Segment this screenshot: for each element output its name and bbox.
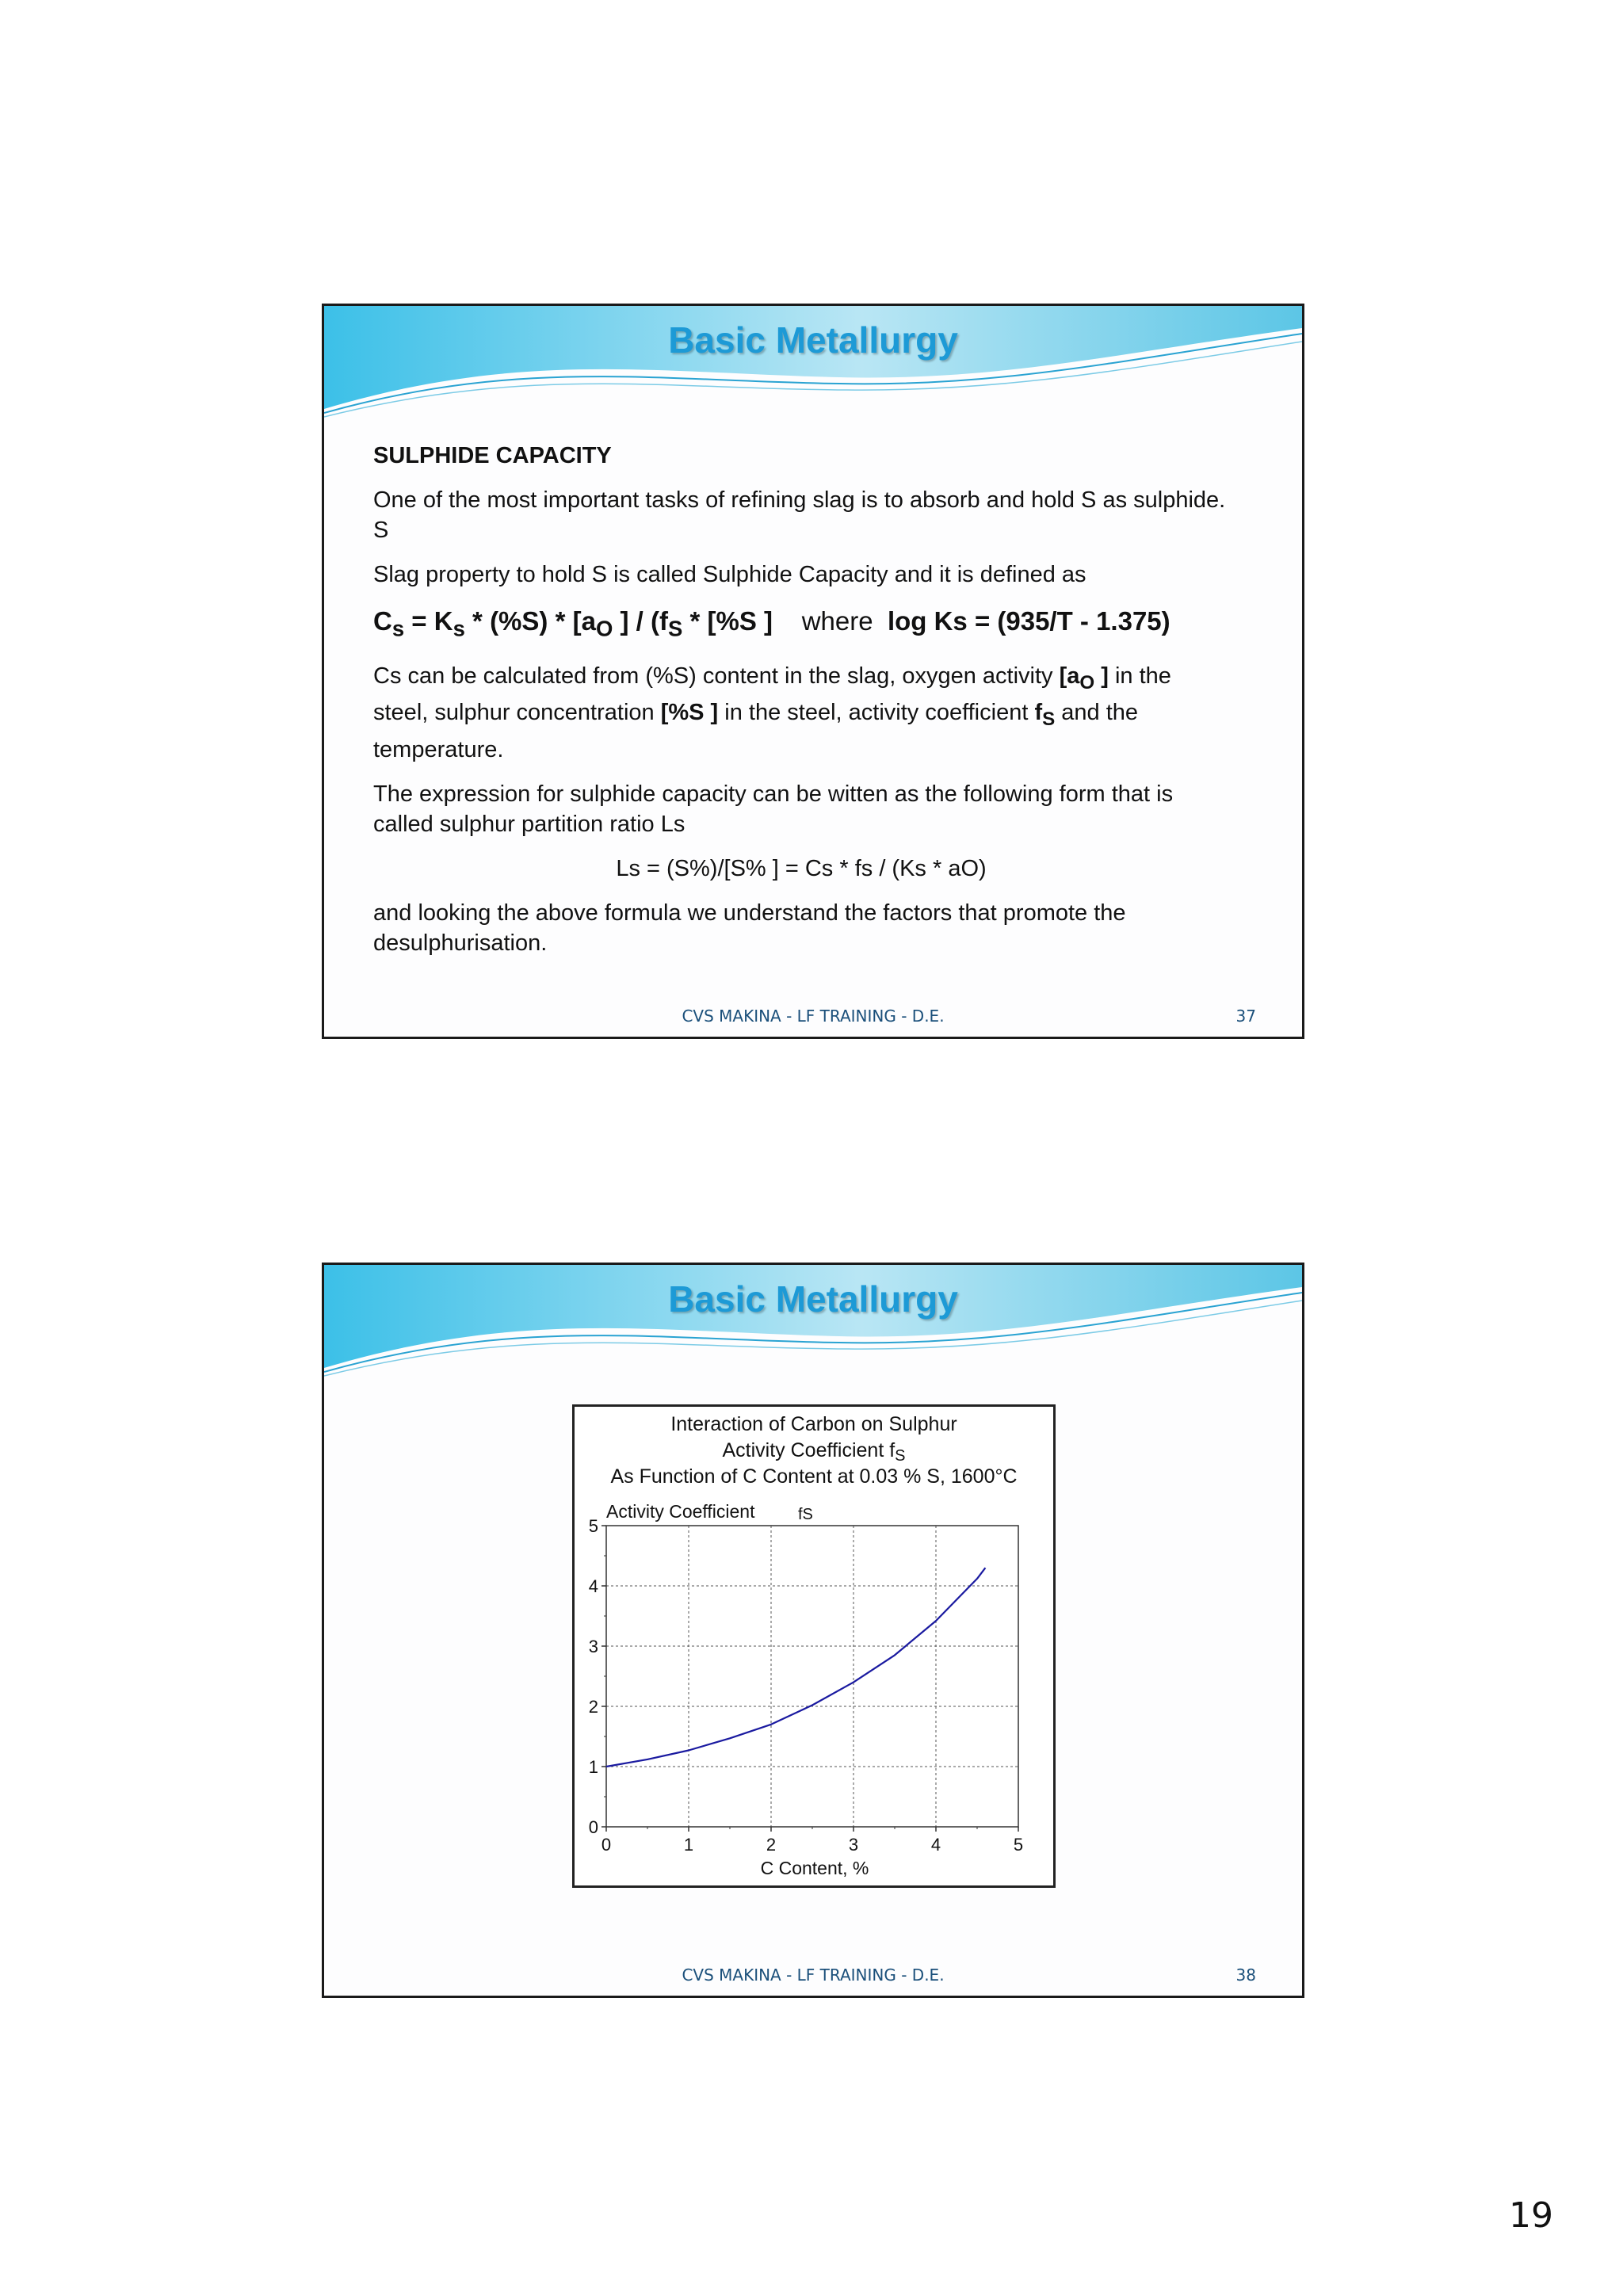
formula-where: where <box>801 606 873 636</box>
slide-title: Basic Metallurgy <box>668 1278 958 1320</box>
sulphide-capacity-formula <box>373 604 1229 647</box>
text-sub: O <box>1079 671 1095 693</box>
x-tick-label: 4 <box>930 1835 941 1855</box>
slide-number: 37 <box>1235 1007 1256 1026</box>
text-run: in the steel, sulphur concentration <box>373 663 1171 726</box>
chart-frame <box>572 1404 1056 1888</box>
formula-sub: s <box>391 616 405 641</box>
text-run: in the steel, activity coefficient <box>718 700 1035 726</box>
y-tick-label: 5 <box>588 1516 598 1536</box>
paragraph-1: One of the most important tasks of refining slag is to absorb and hold S as sulphide. S <box>373 487 1226 543</box>
formula-part: * (%S) * [a <box>464 606 596 636</box>
slide-content <box>373 441 1229 972</box>
section-heading: SULPHIDE CAPACITY <box>373 443 612 468</box>
formula-sub: S <box>667 616 683 641</box>
text-sub: S <box>1042 709 1056 731</box>
chart-ticks <box>589 1516 1023 1855</box>
chart-title-line-1: Interaction of Carbon on Sulphur <box>670 1413 957 1435</box>
x-axis-label: C Content, % <box>760 1858 869 1878</box>
text-run: Cs can be calculated from (%S) content in the slag, oxygen activity <box>373 663 1060 689</box>
y-tick-label: 2 <box>588 1697 598 1717</box>
chart-axes <box>606 1526 1018 1827</box>
formula-part: C <box>373 606 392 636</box>
y-tick-label: 0 <box>588 1817 598 1837</box>
carbon-sulphur-chart <box>575 1407 1053 1885</box>
y-tick-label: 4 <box>588 1576 598 1596</box>
chart-title-text: Activity Coefficient f <box>722 1439 896 1461</box>
y-axis-label: Activity Coefficient <box>606 1501 755 1522</box>
chart-title-sub: S <box>895 1447 906 1465</box>
formula-sub: O <box>595 616 613 641</box>
ls-formula: Ls = (S%)/[S% ] = Cs * fs / (Ks * aO) <box>616 856 987 882</box>
activity-coefficient-line <box>606 1568 985 1767</box>
x-tick-label: 5 <box>1013 1835 1024 1855</box>
chart-title-line-2 <box>722 1439 905 1465</box>
slide-title: Basic Metallurgy <box>668 319 958 361</box>
paragraph-2: Slag property to hold S is called Sulphide Capacity and it is defined as <box>373 562 1086 587</box>
text-run: [a <box>1059 663 1080 689</box>
formula-part: = K <box>404 606 453 636</box>
text-run: [%S ] <box>660 700 719 726</box>
text-run: f <box>1034 700 1043 726</box>
y-axis-label-sub: fS <box>798 1506 813 1523</box>
paragraph-5: and looking the above formula we understand the factors that promote the desulphurisation. <box>373 900 1126 957</box>
text-run: ] <box>1094 663 1109 689</box>
paragraph-3 <box>373 661 1229 766</box>
slide-number: 38 <box>1235 1966 1256 1985</box>
x-tick-label: 3 <box>848 1835 859 1855</box>
x-tick-label: 0 <box>601 1835 612 1855</box>
chart-title-line-3: As Function of C Content at 0.03 % S, 1600°C <box>610 1465 1018 1488</box>
y-tick-label: 3 <box>588 1637 598 1656</box>
formula-part: * [%S ] <box>682 606 773 636</box>
x-tick-label: 1 <box>683 1835 694 1855</box>
paragraph-4: The expression for sulphide capacity can be witten as the following form that is called sulphur partition ratio Ls <box>373 781 1174 838</box>
log-ks-formula: log Ks = (935/T - 1.375) <box>887 606 1170 636</box>
slide-37 <box>322 304 1304 1039</box>
slide-footer: CVS MAKINA - LF TRAINING - D.E. <box>682 1966 945 1985</box>
x-tick-label: 2 <box>766 1835 777 1855</box>
text-run: and the temperature. <box>373 700 1139 763</box>
slide-footer: CVS MAKINA - LF TRAINING - D.E. <box>682 1007 945 1026</box>
slide-38 <box>322 1263 1304 1998</box>
chart-series <box>606 1568 985 1767</box>
formula-sub: s <box>453 616 465 641</box>
chart-grid <box>606 1526 1018 1827</box>
plot-area-border <box>606 1526 1018 1827</box>
y-tick-label: 1 <box>588 1757 598 1777</box>
formula-part: ] / (f <box>613 606 668 636</box>
page-number: 19 <box>1509 2195 1553 2236</box>
